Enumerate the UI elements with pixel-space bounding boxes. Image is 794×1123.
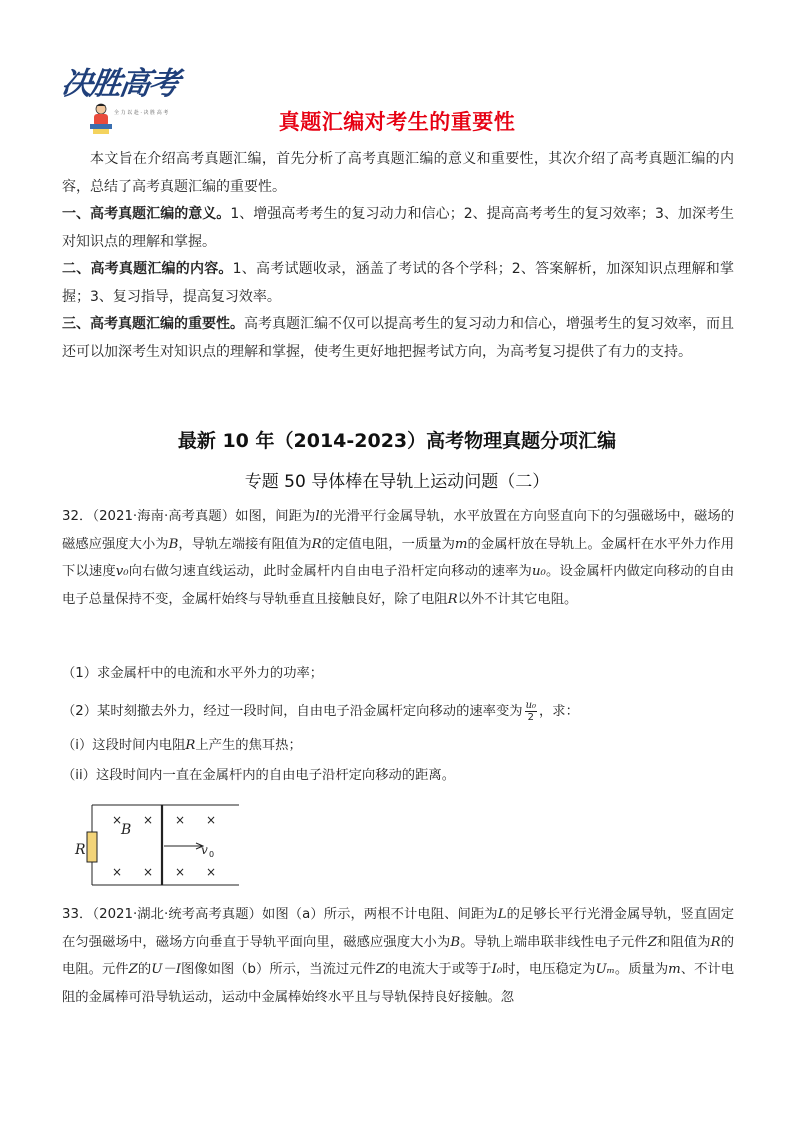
q32-var-v0: v₀ xyxy=(115,564,129,579)
q32-var-u0: u₀ xyxy=(531,564,546,579)
q33-text: 的电流大于或等于 xyxy=(385,962,492,977)
q32-var-R: R xyxy=(447,591,458,607)
q33-var-Z: Z xyxy=(375,962,386,977)
cross-mark: × xyxy=(206,813,217,827)
q32-part-i xyxy=(62,736,734,756)
frac-denominator: 2 xyxy=(527,711,534,723)
q33-var-I0: I₀ xyxy=(491,962,503,977)
q33-text: 的 xyxy=(137,962,152,977)
question-32-stem xyxy=(62,503,734,613)
cross-mark: × xyxy=(175,813,186,827)
q33-var-Z: Z xyxy=(128,962,138,977)
intro-paragraph: 本文旨在介绍高考真题汇编，首先分析了高考真题汇编的意义和重要性，其次介绍了高考真题汇编的内容，总结了高考真题汇编的重要性。 xyxy=(62,151,734,195)
q32-text: 向右做匀速直线运动，此时金属杆内自由电子沿杆定向移动的速率为 xyxy=(128,564,532,579)
q32-part-1: （1）求金属杆中的电流和水平外力的功率； xyxy=(62,666,324,681)
q32-circuit-figure xyxy=(72,802,242,888)
q33-text: 、不计电阻的金属棒可沿导轨运动，运动中金属棒始终水平且与导轨保持良好接触。忽 xyxy=(62,962,735,1005)
q32-text: 的光滑平行金属导轨，水平放置在方向竖直向下的匀强磁场中，磁场的磁感应强度大小为 xyxy=(62,509,735,552)
cross-mark: × xyxy=(112,865,123,879)
main-title: 最新 10 年（2014-2023）高考物理真题分项汇编 xyxy=(177,430,617,452)
q32-text: ，导轨左端接有阻值为 xyxy=(178,536,312,552)
circuit-diagram xyxy=(72,802,242,888)
label-R: R xyxy=(75,842,86,858)
q32-part-2 xyxy=(62,698,734,726)
fraction-u0-over-2 xyxy=(525,700,537,723)
section-1-body: 1、增强高考考生的复习动力和信心；2、提高高考考生的复习效率；3、加深考生对知识点的理解和掌握。 xyxy=(62,206,734,250)
q32-var-m: m xyxy=(454,536,468,552)
q33-var-UI: U－I xyxy=(151,962,181,977)
q33-var-Um: Uₘ xyxy=(595,962,615,977)
q33-text: 的足够长平行光滑金属导轨，竖直固定在匀强磁场中，磁场方向垂直于导轨平面向里，磁感应强度大小为 xyxy=(62,907,734,950)
frac-numerator: u₀ xyxy=(525,699,537,711)
q33-text: 图像如图（b）所示，当流过元件 xyxy=(180,962,376,977)
q33-var-B: B xyxy=(450,934,461,950)
resistor xyxy=(87,832,97,862)
sub-title: 专题 50 导体棒在导轨上运动问题（二） xyxy=(244,472,550,492)
section-3 xyxy=(62,311,734,366)
q32-part-ii: （ii）这段时间内一直在金属杆内的自由电子沿杆定向移动的距离。 xyxy=(62,768,455,783)
q33-var-Z: Z xyxy=(647,934,657,950)
cross-mark: × xyxy=(143,813,154,827)
section-2 xyxy=(62,256,734,311)
label-B: B xyxy=(121,822,132,838)
q32-part2-text: （2）某时刻撤去外力，经过一段时间，自由电子沿金属杆定向移动的速率变为 xyxy=(62,704,523,719)
q33-text: 33．（2021·湖北·统考高考真题）如图（a）所示，两根不计电阻、间距为 xyxy=(62,907,498,922)
q32-text: 。设金属杆内做定向移动的自由电子总量保持不变，金属杆始终与导轨垂直且接触良好，除了电阻 xyxy=(62,564,735,607)
q32-text: 的金属杆放在导轨上。金属杆在水平外力作用下以速度 xyxy=(62,536,735,579)
section-1 xyxy=(62,201,734,256)
q32-var-l: l xyxy=(315,509,320,524)
q32-text: 以外不计其它电阻。 xyxy=(457,591,578,607)
section-2-body: 1、高考试题收录，涵盖了考试的各个学科；2、答案解析，加深知识点理解和掌握；3、复习指导，提高复习效率。 xyxy=(62,261,735,305)
q32-part-i-text: 上产生的焦耳热； xyxy=(195,738,302,753)
q32-part2-text: ，求： xyxy=(539,704,579,719)
q33-var-R: R xyxy=(710,934,721,950)
q33-text: 和阻值为 xyxy=(656,934,711,950)
cross-mark: × xyxy=(112,813,123,827)
q32-text: 32．（2021·海南·高考真题）如图，间距为 xyxy=(62,509,316,524)
section-3-body: 高考真题汇编不仅可以提高考生的复习动力和信心，增强考生的复习效率，而且还可以加深考生对知识点的理解和掌握，使考生更好地把握考试方向，为高考复习提供了有力的支持。 xyxy=(62,316,734,360)
cross-mark: × xyxy=(206,865,217,879)
q32-var-R: R xyxy=(311,536,322,552)
question-33-stem xyxy=(62,901,734,1011)
section-1-lead: 一、高考真题汇编的意义。 xyxy=(62,206,231,222)
section-2-lead: 二、高考真题汇编的内容。 xyxy=(62,261,233,277)
q33-text: 。导轨上端串联非线性电子元件 xyxy=(460,934,648,950)
label-v0: v xyxy=(201,843,208,857)
q33-text: 时，电压稳定为 xyxy=(502,962,596,977)
header-title: 真题汇编对考生的重要性 xyxy=(278,110,516,134)
cross-mark: × xyxy=(175,865,186,879)
q32-var-R: R xyxy=(185,738,196,753)
q33-var-m: m xyxy=(668,962,681,977)
q32-part-i-text: （i）这段时间内电阻 xyxy=(62,738,186,753)
q32-var-B: B xyxy=(168,536,179,552)
logo-text: 决胜高考 xyxy=(58,66,181,102)
q33-text: 。质量为 xyxy=(614,962,669,977)
q33-var-L: L xyxy=(497,907,507,922)
q33-text: 的电阻。元件 xyxy=(62,934,735,977)
logo-subtext: 全 力 以 赴 · 决 胜 高 考 xyxy=(114,110,169,116)
cross-mark: × xyxy=(143,865,154,879)
q32-text: 的定值电阻，一质量为 xyxy=(321,536,455,552)
label-v0-subscript: 0 xyxy=(209,850,215,859)
section-3-lead: 三、高考真题汇编的重要性。 xyxy=(62,316,244,332)
